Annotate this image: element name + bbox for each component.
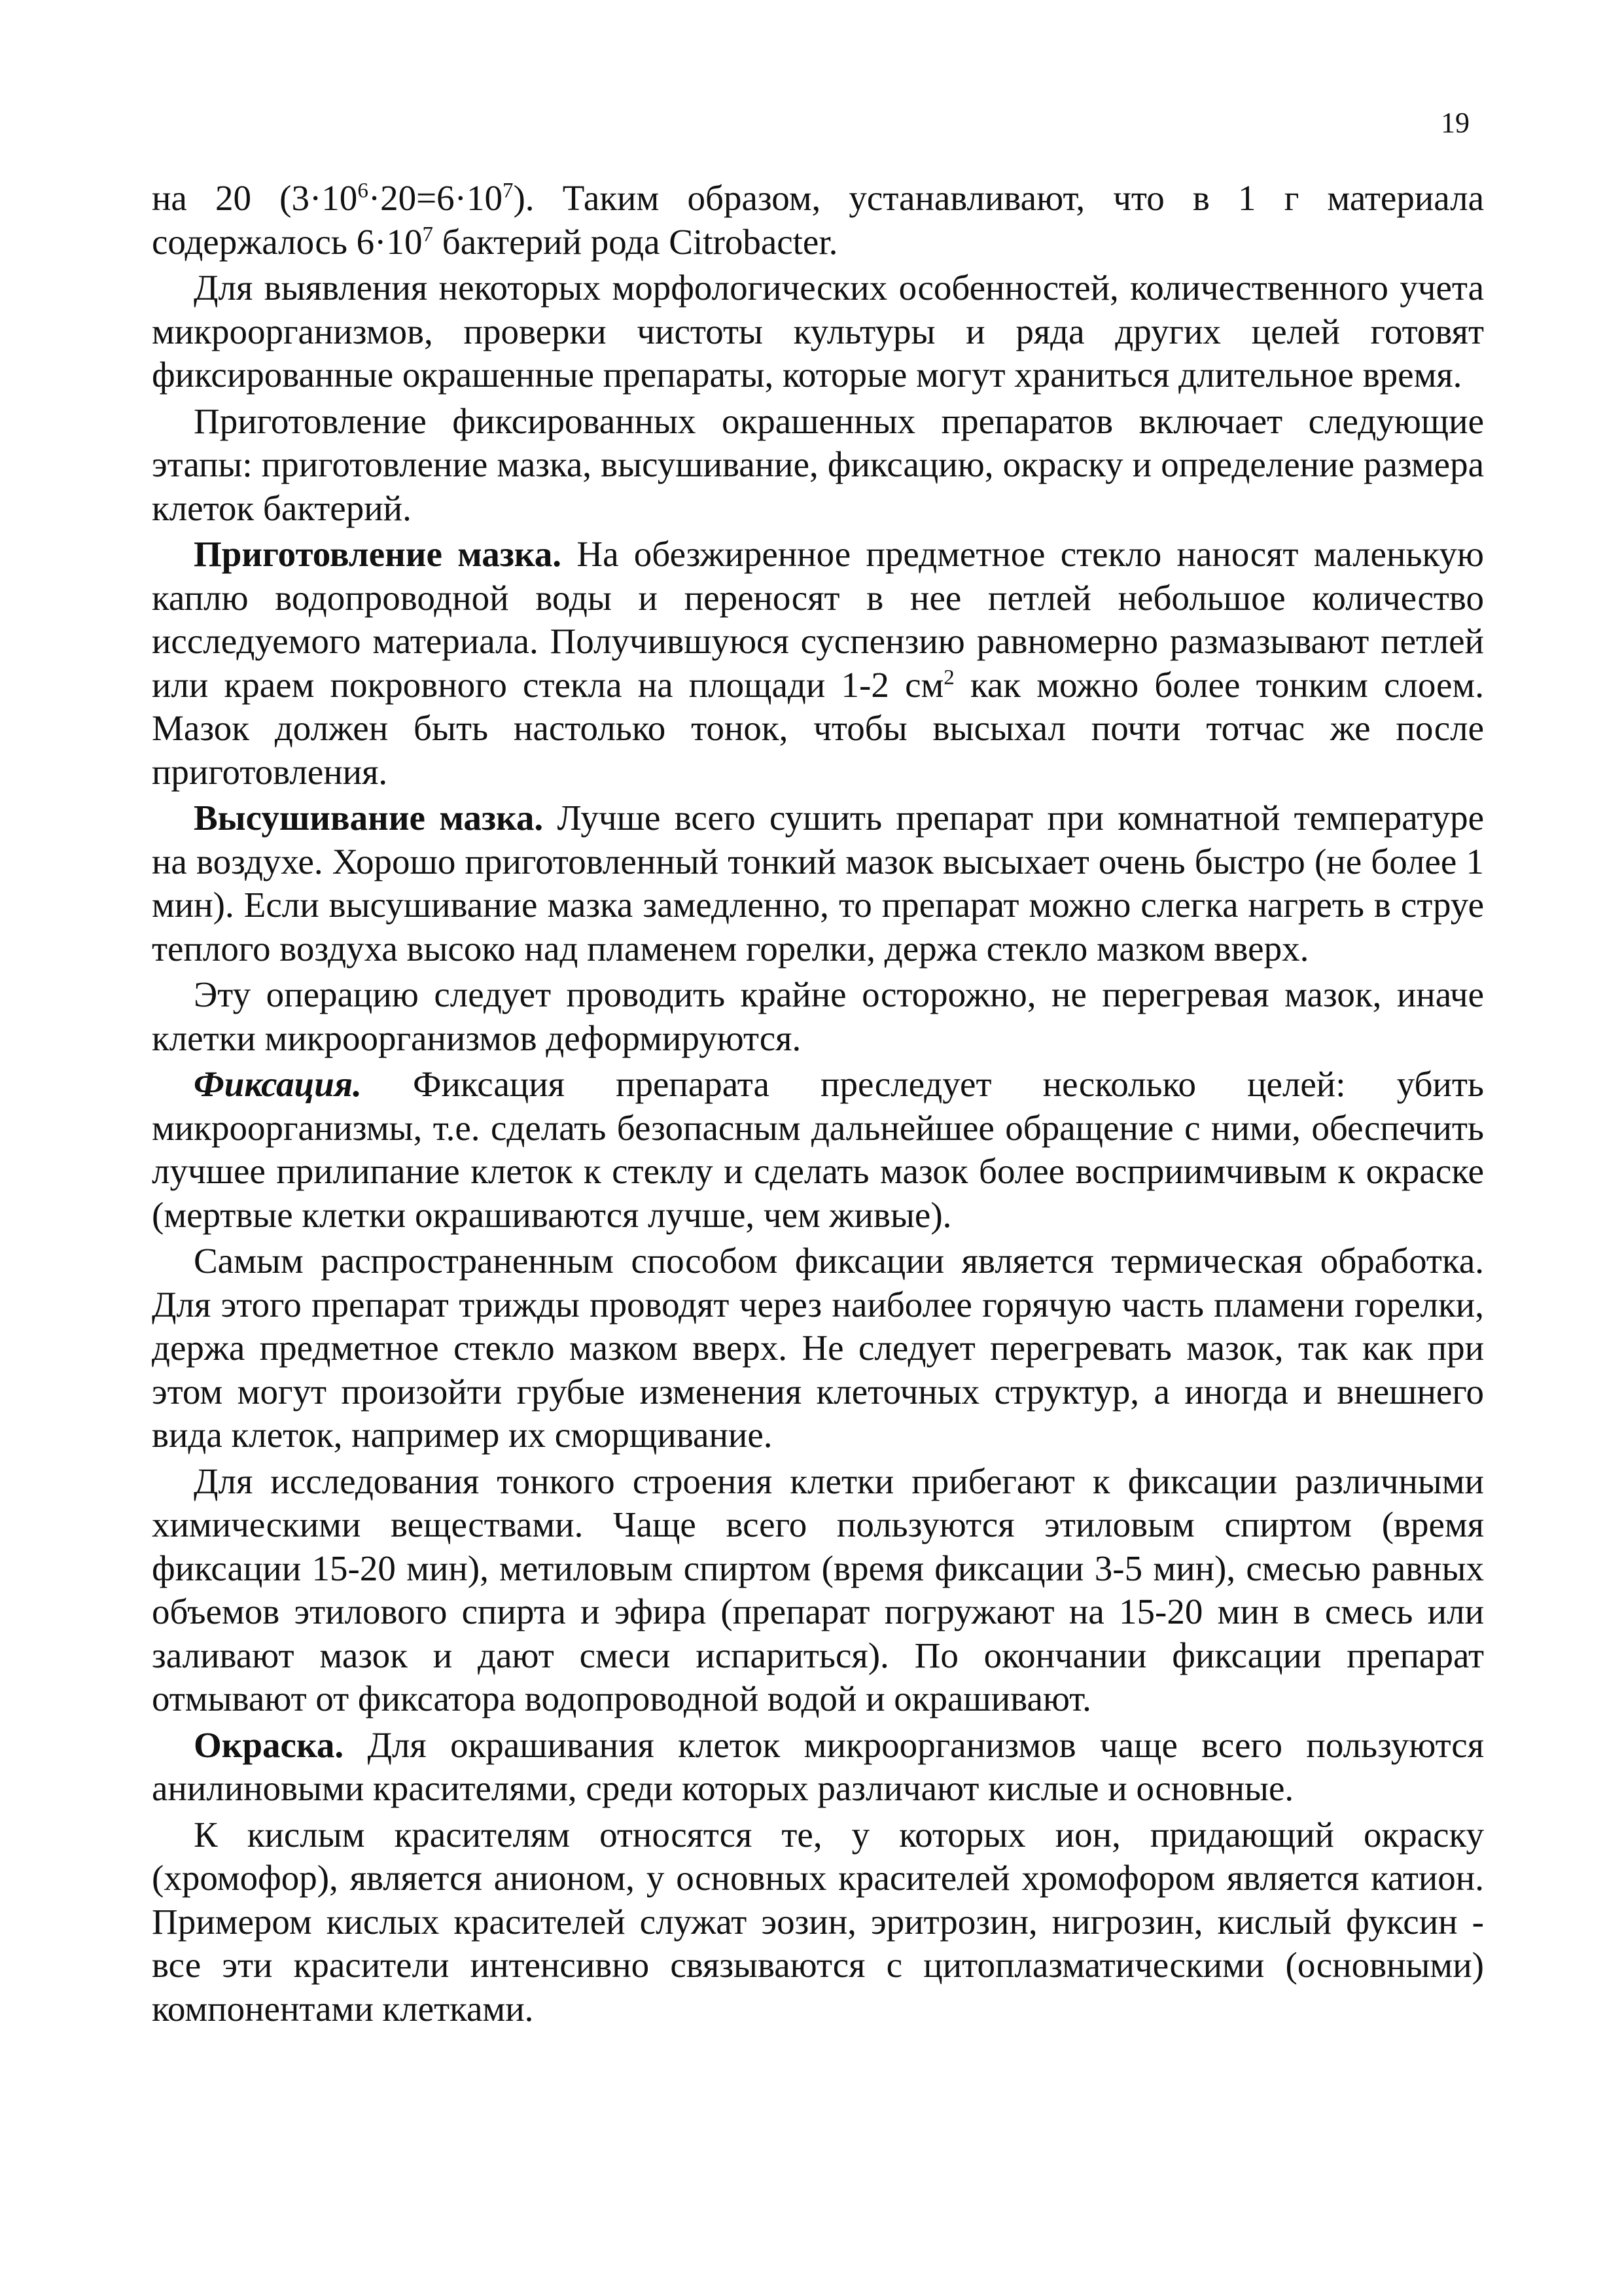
paragraph-6: Эту операцию следует проводить крайне осторожно, не перегревая мазок, иначе клетки микроорганизмов деформируются.: [152, 974, 1484, 1058]
page-body: [152, 177, 1484, 2033]
p1-part1: на 20 (3·10: [152, 178, 358, 218]
p4-sup: 2: [944, 666, 955, 690]
p10-text: Для окрашивания клеток микроорганизмов чаще всего пользуются анилиновыми красителями, среди которых различают кислые и основные.: [152, 1724, 1484, 1808]
paragraph-9: Для исследования тонкого строения клетки прибегают к фиксации различными химическими веществами. Чаще всего пользуются этиловым спиртом (время фиксации 15-20 мин), метиловым спиртом (время фиксации 3-5 мин), смесью равных объемов этилового спирта и эфира (препарат погружают на 15-20 мин в смесь или заливают мазок и дают смеси испариться). По окончании фиксации препарат отмывают от фиксатора водопроводной водой и окрашивают.: [152, 1461, 1484, 1718]
paragraph-1: [152, 177, 1484, 264]
p1-part3: ). Таким образом, устанавливают, что в 1 г материала содержалось 6·10: [152, 178, 1484, 262]
paragraph-3: Приготовление фиксированных окрашенных препаратов включает следующие этапы: приготовление мазка, высушивание, фиксацию, окраску и определение размера клеток бактерий.: [152, 400, 1484, 528]
paragraph-10: [152, 1724, 1484, 1811]
paragraph-5: [152, 796, 1484, 970]
fixation-heading: Фиксация.: [194, 1064, 362, 1104]
p4-part2: как можно более тонким слоем. Мазок должен быть настолько тонок, чтобы высыхал почти тотчас же после приготовления.: [152, 664, 1484, 792]
paragraph-8: Самым распространенным способом фиксации является термическая обработка. Для этого препарат трижды проводят через наиболее горячую часть пламени горелки, держа предметное стекло мазком вверх. Не следует перегревать мазок, так как при этом могут произойти грубые изменения клеточных структур, а иногда и внешнего вида клеток, например их сморщивание.: [152, 1241, 1484, 1455]
smear-preparation-heading: Приготовление мазка.: [194, 534, 562, 574]
page-number: 19: [1441, 107, 1470, 139]
paragraph-7: [152, 1063, 1484, 1237]
paragraph-2: Для выявления некоторых морфологических особенностей, количественного учета микроорганизмов, проверки чистоты культуры и ряда других целей готовят фиксированные окрашенные препараты, которые могут храниться длительное время.: [152, 268, 1484, 395]
p4-part1: На обезжиренное предметное стекло наносят маленькую каплю водопроводной воды и переносят в нее петлей небольшое количество исследуемого материала. Получившуюся суспензию равномерно размазывают петлей или краем покровного стекла на площади 1-2 см: [152, 534, 1484, 705]
paragraph-11: К кислым красителям относятся те, у которых ион, придающий окраску (хромофор), является анионом, у основных красителей хромофором является катион. Примером кислых красителей служат эозин, эритрозин, нигрозин, кислый фуксин - все эти красители интенсивно связываются с цитоплазматическими (основными) компонентами клетками.: [152, 1814, 1484, 2029]
p5-text: Лучше всего сушить препарат при комнатной температуре на воздухе. Хорошо приготовленный тонкий мазок высыхает очень быстро (не более 1 мин). Если высушивание мазка замедленно, то препарат можно слегка нагреть в струе теплого воздуха высоко над пламенем горелки, держа стекло мазком вверх.: [152, 798, 1484, 969]
p1-part2: ·20=6·10: [368, 178, 503, 218]
paragraph-4: [152, 533, 1484, 794]
smear-drying-heading: Высушивание мазка.: [194, 798, 544, 838]
p7-text: Фиксация препарата преследует несколько целей: убить микроорганизмы, т.е. сделать безопасным дальнейшее обращение с ними, обеспечить лучшее прилипание клеток к стеклу и сделать мазок более восприимчивым к окраске (мертвые клетки окрашиваются лучше, чем живые).: [152, 1064, 1484, 1235]
p1-sup1: 6: [357, 179, 368, 203]
p1-sup2: 7: [502, 179, 514, 203]
staining-heading: Окраска.: [194, 1724, 344, 1765]
p1-sup3: 7: [422, 222, 433, 247]
p1-part4: бактерий рода Citrobacter.: [433, 221, 838, 262]
